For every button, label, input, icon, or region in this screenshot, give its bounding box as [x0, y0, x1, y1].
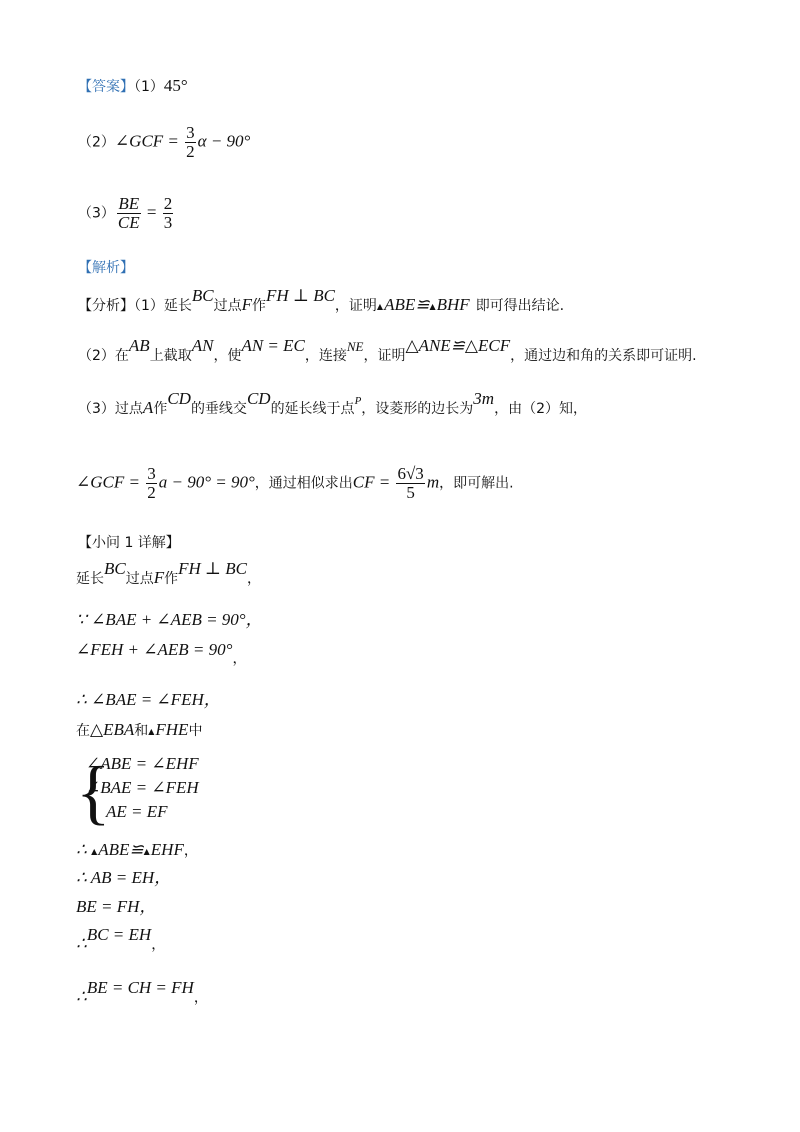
answer-line-2: [78, 124, 250, 161]
triangle-icon: △: [405, 336, 419, 356]
q1-step-4: ∴ ∠BAE = ∠FEH，: [76, 690, 221, 709]
answer-part3-label: （3）: [78, 205, 115, 222]
analysis-fraction-cf: $\frac{6√3}{5}$: [397, 464, 424, 502]
analysis-fenxi-tag: 【分析】: [78, 298, 134, 314]
q1-heading: [78, 533, 180, 553]
q1-step-7: ∴ AB = EH，: [76, 868, 172, 887]
answer-part2-rhs: α − 90°: [197, 131, 251, 151]
q1-step-10: ∴BE = CH = FH，: [76, 978, 208, 1006]
answer-part1-label: （1）: [134, 79, 164, 95]
small-triangle-icon: ▲: [148, 727, 155, 736]
small-triangle-icon: ▲: [91, 847, 98, 856]
q1-step-6: ∴ ▲ABE≌▲EHF，: [76, 840, 198, 859]
analysis-fraction-3-2: $\frac{3}{2}$: [147, 464, 156, 502]
answer-part2-lhs: ∠GCF =: [114, 131, 184, 151]
triangle-icon: △: [90, 720, 104, 740]
congruence-system: [86, 752, 199, 824]
system-row-3: AE = EF: [106, 802, 168, 821]
analysis-line-2: （2）在AB上截取AN，使AN = EC，连接NE，证明△ANE≌△ECF，通过边和角的关系即可证明.: [78, 336, 697, 364]
small-triangle-icon: ▲: [143, 847, 150, 856]
q1-step-9: ∴BC = EH，: [76, 925, 166, 953]
q1-step-3: ∠FEH + ∠AEB = 90°，: [76, 640, 247, 667]
answer-part3-fraction: $\frac{BE}{CE}$: [117, 194, 140, 232]
q1-step-1: 延长BC过点F作FH ⊥ BC，: [76, 559, 261, 587]
answer-tag: 【答案】: [78, 79, 134, 95]
system-row-1: ∠ABE = ∠EHF: [86, 754, 199, 773]
analysis-line-4: ∠GCF = $\frac{3}{2}$ a − 90° = 90°，通过相似求出CF = $\frac{6√3}{5}$ m，即可解出.: [76, 464, 514, 502]
answer-part3-value: $\frac{2}{3}$: [163, 194, 173, 232]
small-triangle-icon: ▲: [429, 302, 436, 311]
answer-part2-label: （2）: [78, 134, 115, 151]
q1-step-2: ∵ ∠BAE + ∠AEB = 90°，: [76, 610, 263, 629]
triangle-icon: △: [464, 336, 478, 356]
analysis-line-3: （3）过点A作CD的垂线交CD的延长线于点$^P$，设菱形的边长为3m，由（2）知，: [78, 389, 587, 417]
small-triangle-icon: ▲: [376, 302, 384, 311]
answer-part2-fraction: $\frac{3}{2}$: [186, 123, 195, 161]
q1-step-5: 在△EBA和▲FHE中: [76, 720, 203, 740]
answer-line-3: （3） $\frac{BE}{CE}$ = $\frac{2}{3}$: [78, 194, 173, 232]
left-brace: {: [76, 752, 111, 832]
q1-step-8: BE = FH，: [76, 897, 157, 916]
analysis-line-1: 【分析】（1）延长BC过点F作FH ⊥ BC，证明▲ABE≌▲BHF 即可得出结论.: [78, 286, 565, 314]
answer-line-1: [78, 76, 188, 97]
system-row-2: ∠BAE = ∠FEH: [86, 778, 199, 797]
answer-part1-value: 45°: [163, 76, 188, 95]
analysis-tag: 【解析】: [78, 260, 134, 276]
analysis-heading: [78, 258, 134, 278]
q1-tag: 【小问 1 详解】: [78, 535, 180, 551]
